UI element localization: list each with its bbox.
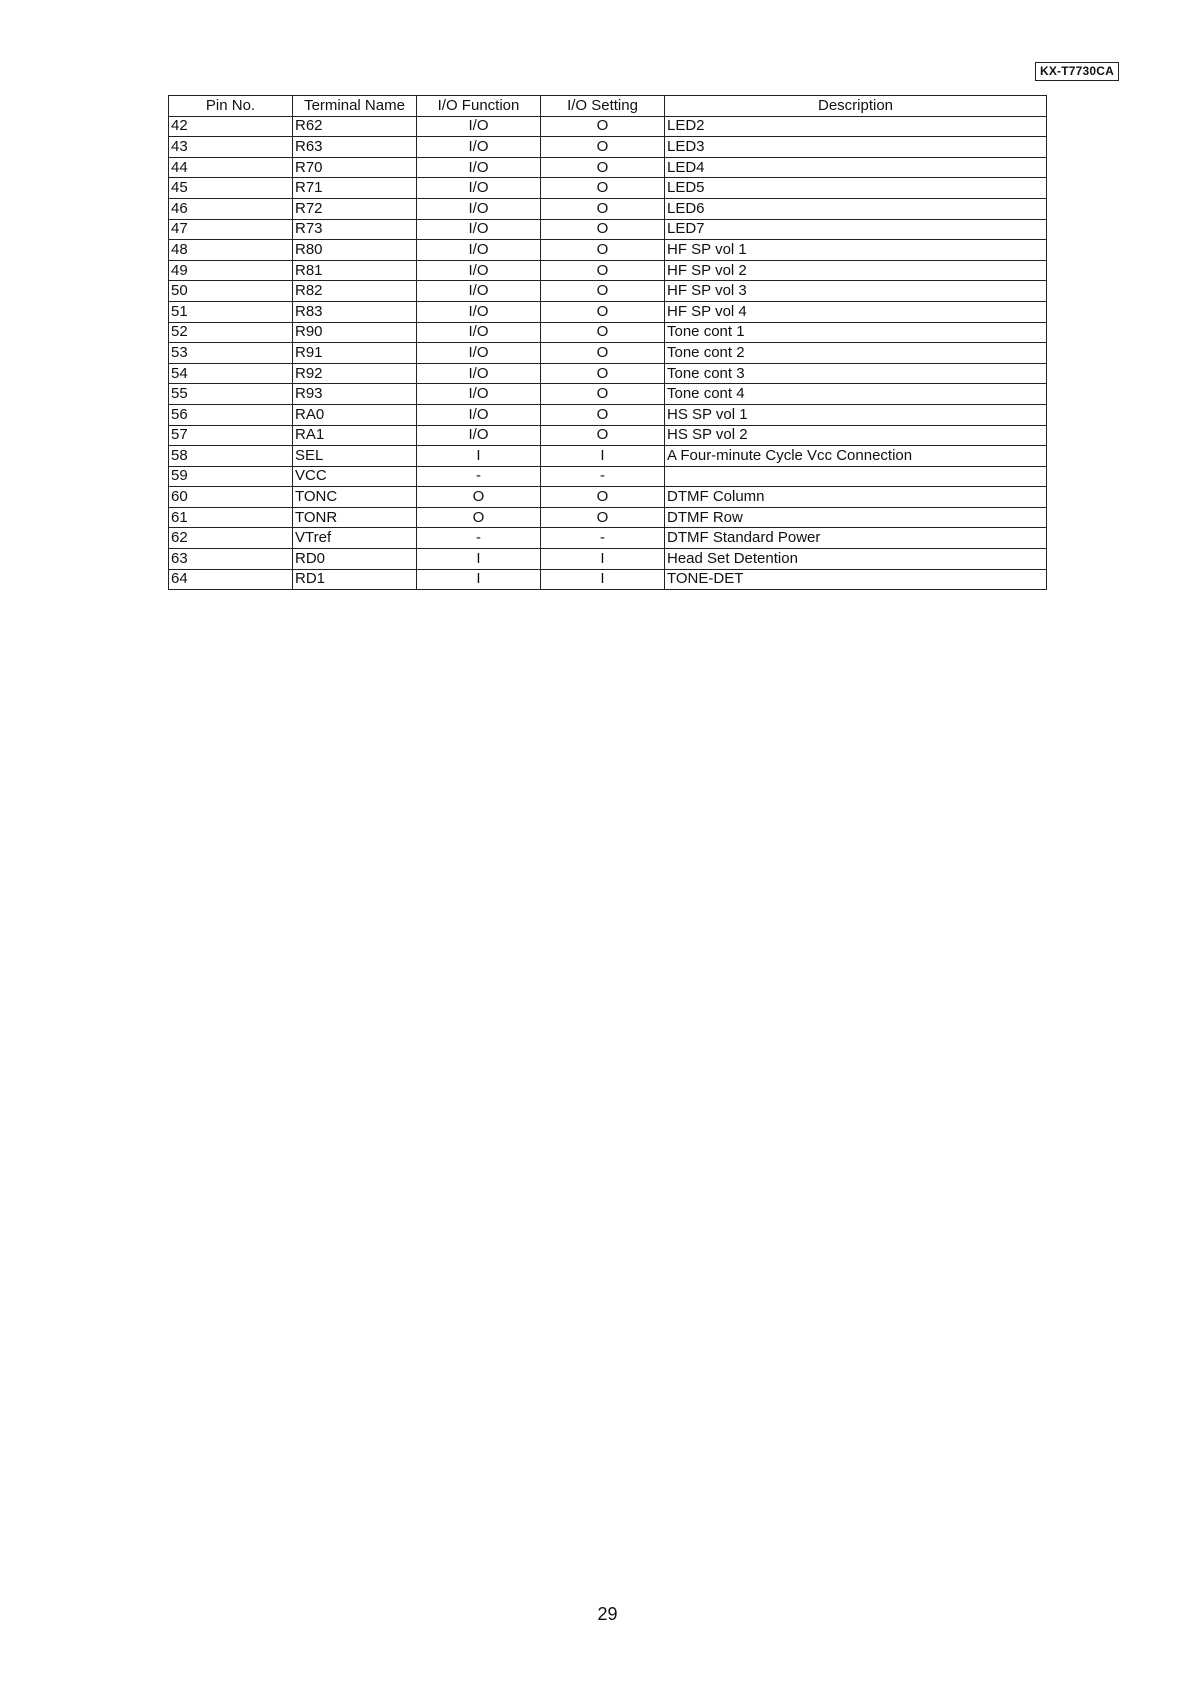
io-setting-cell: O xyxy=(541,301,665,322)
terminal-name-cell: VCC xyxy=(293,466,417,487)
io-setting-cell: O xyxy=(541,198,665,219)
table-row xyxy=(169,404,1047,425)
pin-number-cell: 63 xyxy=(169,549,293,570)
description-cell xyxy=(665,466,1047,487)
io-setting-cell: - xyxy=(541,528,665,549)
io-setting-cell: O xyxy=(541,384,665,405)
table-row xyxy=(169,425,1047,446)
terminal-name-cell: R82 xyxy=(293,281,417,302)
pin-number-cell: 58 xyxy=(169,446,293,467)
description-cell: DTMF Row xyxy=(665,507,1047,528)
io-function-cell: I/O xyxy=(417,425,541,446)
table-header-row xyxy=(169,96,1047,117)
pin-number-cell: 50 xyxy=(169,281,293,302)
description-cell: LED3 xyxy=(665,137,1047,158)
terminal-name-cell: TONC xyxy=(293,487,417,508)
io-setting-cell: O xyxy=(541,404,665,425)
io-setting-cell: I xyxy=(541,446,665,467)
table-row xyxy=(169,281,1047,302)
pin-number-cell: 53 xyxy=(169,343,293,364)
pin-number-cell: 56 xyxy=(169,404,293,425)
pin-number-cell: 59 xyxy=(169,466,293,487)
pin-number-cell: 54 xyxy=(169,363,293,384)
io-function-cell: I/O xyxy=(417,404,541,425)
table-row xyxy=(169,466,1047,487)
table-row xyxy=(169,198,1047,219)
terminal-name-cell: R91 xyxy=(293,343,417,364)
io-function-cell: I/O xyxy=(417,137,541,158)
io-function-cell: I/O xyxy=(417,322,541,343)
description-cell: LED6 xyxy=(665,198,1047,219)
pin-number-cell: 46 xyxy=(169,198,293,219)
pin-number-cell: 48 xyxy=(169,240,293,261)
table-row xyxy=(169,219,1047,240)
terminal-name-cell: R71 xyxy=(293,178,417,199)
table-body xyxy=(169,116,1047,590)
io-function-cell: I/O xyxy=(417,384,541,405)
table-row xyxy=(169,446,1047,467)
pin-number-cell: 44 xyxy=(169,157,293,178)
io-setting-cell: O xyxy=(541,219,665,240)
description-cell: Tone cont 2 xyxy=(665,343,1047,364)
io-setting-cell: O xyxy=(541,281,665,302)
io-function-cell: I/O xyxy=(417,281,541,302)
io-setting-cell: O xyxy=(541,487,665,508)
pin-number-cell: 42 xyxy=(169,116,293,137)
column-header-io-function: I/O Function xyxy=(417,96,541,117)
description-cell: HF SP vol 2 xyxy=(665,260,1047,281)
io-function-cell: O xyxy=(417,487,541,508)
io-function-cell: I/O xyxy=(417,343,541,364)
terminal-name-cell: R62 xyxy=(293,116,417,137)
pin-number-cell: 60 xyxy=(169,487,293,508)
pin-number-cell: 61 xyxy=(169,507,293,528)
table-row xyxy=(169,528,1047,549)
io-function-cell: I/O xyxy=(417,178,541,199)
io-setting-cell: O xyxy=(541,178,665,199)
description-cell: LED4 xyxy=(665,157,1047,178)
io-setting-cell: O xyxy=(541,425,665,446)
pin-number-cell: 64 xyxy=(169,569,293,590)
terminal-name-cell: R90 xyxy=(293,322,417,343)
pin-number-cell: 47 xyxy=(169,219,293,240)
terminal-name-cell: RD1 xyxy=(293,569,417,590)
io-function-cell: - xyxy=(417,528,541,549)
io-function-cell: I xyxy=(417,549,541,570)
description-cell: LED2 xyxy=(665,116,1047,137)
description-cell: DTMF Standard Power xyxy=(665,528,1047,549)
io-function-cell: I/O xyxy=(417,157,541,178)
table-row xyxy=(169,116,1047,137)
io-function-cell: I/O xyxy=(417,260,541,281)
pin-number-cell: 55 xyxy=(169,384,293,405)
io-function-cell: I xyxy=(417,569,541,590)
pin-number-cell: 45 xyxy=(169,178,293,199)
terminal-name-cell: R63 xyxy=(293,137,417,158)
terminal-name-cell: R81 xyxy=(293,260,417,281)
table-row xyxy=(169,507,1047,528)
terminal-name-cell: R80 xyxy=(293,240,417,261)
io-setting-cell: - xyxy=(541,466,665,487)
table-row xyxy=(169,178,1047,199)
terminal-name-cell: R93 xyxy=(293,384,417,405)
io-setting-cell: O xyxy=(541,240,665,261)
table-row xyxy=(169,137,1047,158)
io-setting-cell: O xyxy=(541,137,665,158)
io-setting-cell: O xyxy=(541,507,665,528)
table-row xyxy=(169,487,1047,508)
io-function-cell: I/O xyxy=(417,363,541,384)
table-row xyxy=(169,343,1047,364)
table-row xyxy=(169,549,1047,570)
io-setting-cell: O xyxy=(541,116,665,137)
table-row xyxy=(169,301,1047,322)
io-setting-cell: O xyxy=(541,322,665,343)
pin-number-cell: 52 xyxy=(169,322,293,343)
pin-number-cell: 62 xyxy=(169,528,293,549)
io-setting-cell: O xyxy=(541,157,665,178)
terminal-name-cell: RD0 xyxy=(293,549,417,570)
description-cell: Tone cont 1 xyxy=(665,322,1047,343)
description-cell: DTMF Column xyxy=(665,487,1047,508)
io-setting-cell: I xyxy=(541,549,665,570)
io-setting-cell: I xyxy=(541,569,665,590)
description-cell: TONE-DET xyxy=(665,569,1047,590)
model-number-label: KX-T7730CA xyxy=(1035,62,1119,81)
column-header-description: Description xyxy=(665,96,1047,117)
io-function-cell: I/O xyxy=(417,240,541,261)
description-cell: LED7 xyxy=(665,219,1047,240)
terminal-name-cell: RA0 xyxy=(293,404,417,425)
io-function-cell: I xyxy=(417,446,541,467)
description-cell: HF SP vol 1 xyxy=(665,240,1047,261)
terminal-name-cell: RA1 xyxy=(293,425,417,446)
table-row xyxy=(169,363,1047,384)
io-function-cell: I/O xyxy=(417,219,541,240)
pin-number-cell: 49 xyxy=(169,260,293,281)
page-number: 29 xyxy=(597,1604,618,1624)
description-cell: HS SP vol 1 xyxy=(665,404,1047,425)
column-header-io-setting: I/O Setting xyxy=(541,96,665,117)
description-cell: Tone cont 4 xyxy=(665,384,1047,405)
terminal-name-cell: TONR xyxy=(293,507,417,528)
table-row xyxy=(169,240,1047,261)
description-cell: A Four-minute Cycle Vcc Connection xyxy=(665,446,1047,467)
description-cell: HS SP vol 2 xyxy=(665,425,1047,446)
description-cell: Tone cont 3 xyxy=(665,363,1047,384)
pin-function-table xyxy=(168,95,1047,590)
io-function-cell: - xyxy=(417,466,541,487)
pin-number-cell: 51 xyxy=(169,301,293,322)
terminal-name-cell: R72 xyxy=(293,198,417,219)
pin-number-cell: 57 xyxy=(169,425,293,446)
io-function-cell: I/O xyxy=(417,198,541,219)
terminal-name-cell: R92 xyxy=(293,363,417,384)
table-row xyxy=(169,569,1047,590)
io-function-cell: I/O xyxy=(417,116,541,137)
terminal-name-cell: R83 xyxy=(293,301,417,322)
description-cell: Head Set Detention xyxy=(665,549,1047,570)
column-header-pin-no: Pin No. xyxy=(169,96,293,117)
table-row xyxy=(169,260,1047,281)
io-function-cell: O xyxy=(417,507,541,528)
description-cell: HF SP vol 3 xyxy=(665,281,1047,302)
io-setting-cell: O xyxy=(541,363,665,384)
terminal-name-cell: VTref xyxy=(293,528,417,549)
terminal-name-cell: R70 xyxy=(293,157,417,178)
terminal-name-cell: SEL xyxy=(293,446,417,467)
terminal-name-cell: R73 xyxy=(293,219,417,240)
table-row xyxy=(169,322,1047,343)
description-cell: HF SP vol 4 xyxy=(665,301,1047,322)
column-header-terminal-name: Terminal Name xyxy=(293,96,417,117)
io-setting-cell: O xyxy=(541,260,665,281)
table-row xyxy=(169,384,1047,405)
pin-number-cell: 43 xyxy=(169,137,293,158)
io-setting-cell: O xyxy=(541,343,665,364)
description-cell: LED5 xyxy=(665,178,1047,199)
table-row xyxy=(169,157,1047,178)
io-function-cell: I/O xyxy=(417,301,541,322)
